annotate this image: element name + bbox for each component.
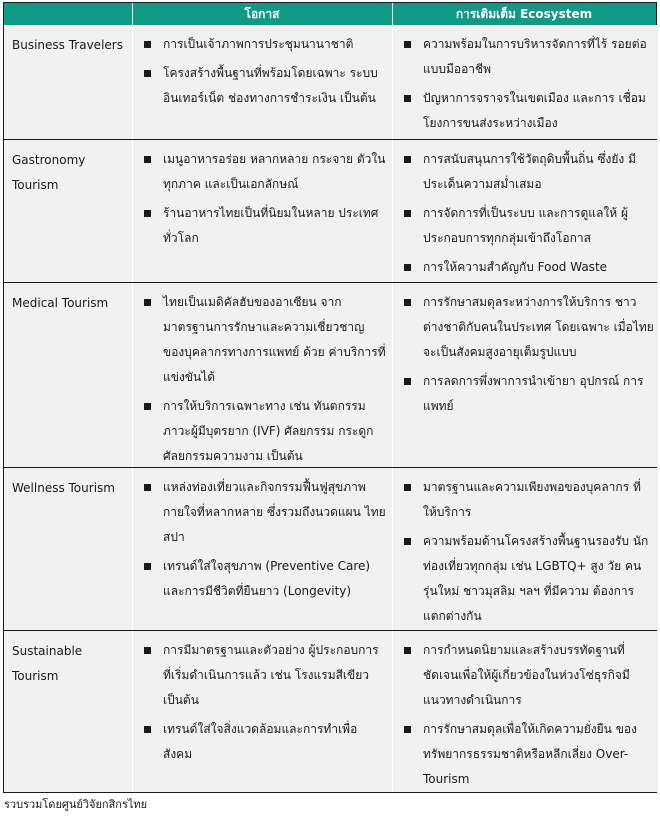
bullet-icon <box>144 70 151 77</box>
segment-label: Gastronomy Tourism <box>12 153 86 192</box>
bullet-icon <box>404 156 411 163</box>
list-item: ปัญหาการจราจรในเขตเมือง และการ เชื่อมโยงการขนส่งระหว่างเมือง <box>393 86 654 136</box>
source-note: รวบรวมโดยศูนย์วิจัยกสิกรไทย <box>4 798 148 811</box>
header-divider <box>132 3 133 25</box>
opportunity-cell <box>132 283 392 467</box>
bullet-icon <box>404 299 411 306</box>
ecosystem-cell <box>392 468 658 630</box>
list-item: การจัดการที่เป็นระบบ และการดูแลให้ ผู้ประกอบการทุกกลุ่มเข้าถึงโอกาส <box>393 201 654 251</box>
segment-label: Sustainable Tourism <box>12 644 83 683</box>
table-header <box>4 3 656 25</box>
list-item: การเป็นเจ้าภาพการประชุมนานาชาติ <box>133 32 386 57</box>
opportunity-cell <box>132 631 392 792</box>
list-item: เทรนด์ใส่ใจสิ่งแวดล้อมและการทำเพื่อ สังคม <box>133 717 386 767</box>
list-item: เมนูอาหารอร่อย หลากหลาย กระจาย ตัวในทุกภาค และเป็นเอกลักษณ์ <box>133 147 386 197</box>
bullet-icon <box>144 563 151 570</box>
list-item: โครงสร้างพื้นฐานที่พร้อมโดยเฉพาะ ระบบอินเทอร์เน็ต ช่องทางการชำระเงิน เป็นต้น <box>133 61 386 111</box>
table-row <box>4 283 656 468</box>
ecosystem-cell <box>392 140 658 282</box>
opportunity-cell <box>132 468 392 630</box>
opportunity-table <box>3 2 657 793</box>
bullet-icon <box>404 210 411 217</box>
ecosystem-cell <box>392 631 658 792</box>
table-row <box>4 25 656 140</box>
list-item: การมีมาตรฐานและตัวอย่าง ผู้ประกอบการที่เริ่มดำเนินการแล้ว เช่น โรงแรมสีเขียว เป็นต้น <box>133 638 386 713</box>
bullet-icon <box>144 484 151 491</box>
list-item: ความพร้อมในการบริหารจัดการที่ไร้ รอยต่อแบบมืออาชีพ <box>393 32 654 82</box>
segment-label: Wellness Tourism <box>12 481 115 495</box>
list-item: เทรนด์ใส่ใจสุขภาพ (Preventive Care) และการมีชีวิตที่ยืนยาว (Longevity) <box>133 554 386 604</box>
table-row <box>4 140 656 283</box>
bullet-icon <box>404 95 411 102</box>
ecosystem-cell <box>392 25 658 139</box>
bullet-icon <box>144 403 151 410</box>
bullet-icon <box>144 41 151 48</box>
bullet-icon <box>144 726 151 733</box>
bullet-icon <box>404 378 411 385</box>
bullet-icon <box>144 210 151 217</box>
segment-cell <box>4 140 132 282</box>
list-item: การรักษาสมดุลระหว่างการให้บริการ ชาวต่างชาติกับคนในประเทศ โดยเฉพาะ เมื่อไทยจะเป็นสังคมสูงอายุเต็มรูปแบบ <box>393 290 654 365</box>
list-item: การรักษาสมดุลเพื่อให้เกิดความยั่งยืน ของทรัพยากรธรรมชาติหรือหลีกเลี่ยง Over-Tourism <box>393 717 654 792</box>
segment-cell <box>4 283 132 467</box>
bullet-icon <box>404 538 411 545</box>
table-row <box>4 631 656 792</box>
segment-cell <box>4 631 132 792</box>
header-opportunities: โอกาส <box>244 7 280 21</box>
segment-label: Business Travelers <box>12 38 123 52</box>
segment-label: Medical Tourism <box>12 296 109 310</box>
header-segment <box>4 3 132 25</box>
bullet-icon <box>404 647 411 654</box>
list-item: การสนับสนุนการใช้วัตถุดิบพื้นถิ่น ซึ่งยัง มีประเด็นความสม่ำเสมอ <box>393 147 654 197</box>
list-item: การให้ความสำคัญกับ Food Waste <box>393 255 654 280</box>
table-row <box>4 468 656 631</box>
bullet-icon <box>144 299 151 306</box>
opportunity-cell <box>132 140 392 282</box>
list-item: แหล่งท่องเที่ยวและกิจกรรมฟื้นฟูสุขภาพ กายใจที่หลากหลาย ซึ่งรวมถึงนวดแผน ไทย สปา <box>133 475 386 550</box>
list-item: ความพร้อมด้านโครงสร้างพื้นฐานรองรับ นักท่องเที่ยวทุกกลุ่ม เช่น LGBTQ+ สูง วัย คนรุ่นใหม่ ชาวมุสลิม ฯลฯ ที่มีความ ต้องการแตกต่างกัน <box>393 529 654 629</box>
bullet-icon <box>144 647 151 654</box>
list-item: ไทยเป็นเมดิคัลฮับของอาเซียน จาก มาตรฐานการรักษาและความเชี่ยวชาญ ของบุคลากรทางการแพทย์ ด้วย ค่าบริการที่แข่งขันได้ <box>133 290 386 390</box>
segment-cell <box>4 468 132 630</box>
segment-cell <box>4 25 132 139</box>
list-item: การลดการพึ่งพาการนำเข้ายา อุปกรณ์ การแพทย์ <box>393 369 654 419</box>
ecosystem-cell <box>392 283 658 467</box>
header-ecosystem: การเติมเต็ม Ecosystem <box>455 7 593 21</box>
list-item: การให้บริการเฉพาะทาง เช่น ทันตกรรม ภาวะผู้มีบุตรยาก (IVF) ศัลยกรรม กระดูก ศัลยกรรมความงาม เป็นต้น <box>133 394 386 469</box>
bullet-icon <box>144 156 151 163</box>
bullet-icon <box>404 726 411 733</box>
bullet-icon <box>404 484 411 491</box>
list-item: การกำหนดนิยามและสร้างบรรทัดฐานที่ ชัดเจนเพื่อให้ผู้เกี่ยวข้องในห่วงโซ่ธุรกิจมี แนวทางดำเนินการ <box>393 638 654 713</box>
bullet-icon <box>404 41 411 48</box>
header-divider <box>392 3 393 25</box>
bullet-icon <box>404 264 411 271</box>
list-item: ร้านอาหารไทยเป็นที่นิยมในหลาย ประเทศทั่วโลก <box>133 201 386 251</box>
list-item: มาตรฐานและความเพียงพอของบุคลากร ที่ให้บริการ <box>393 475 654 525</box>
opportunity-cell <box>132 25 392 139</box>
